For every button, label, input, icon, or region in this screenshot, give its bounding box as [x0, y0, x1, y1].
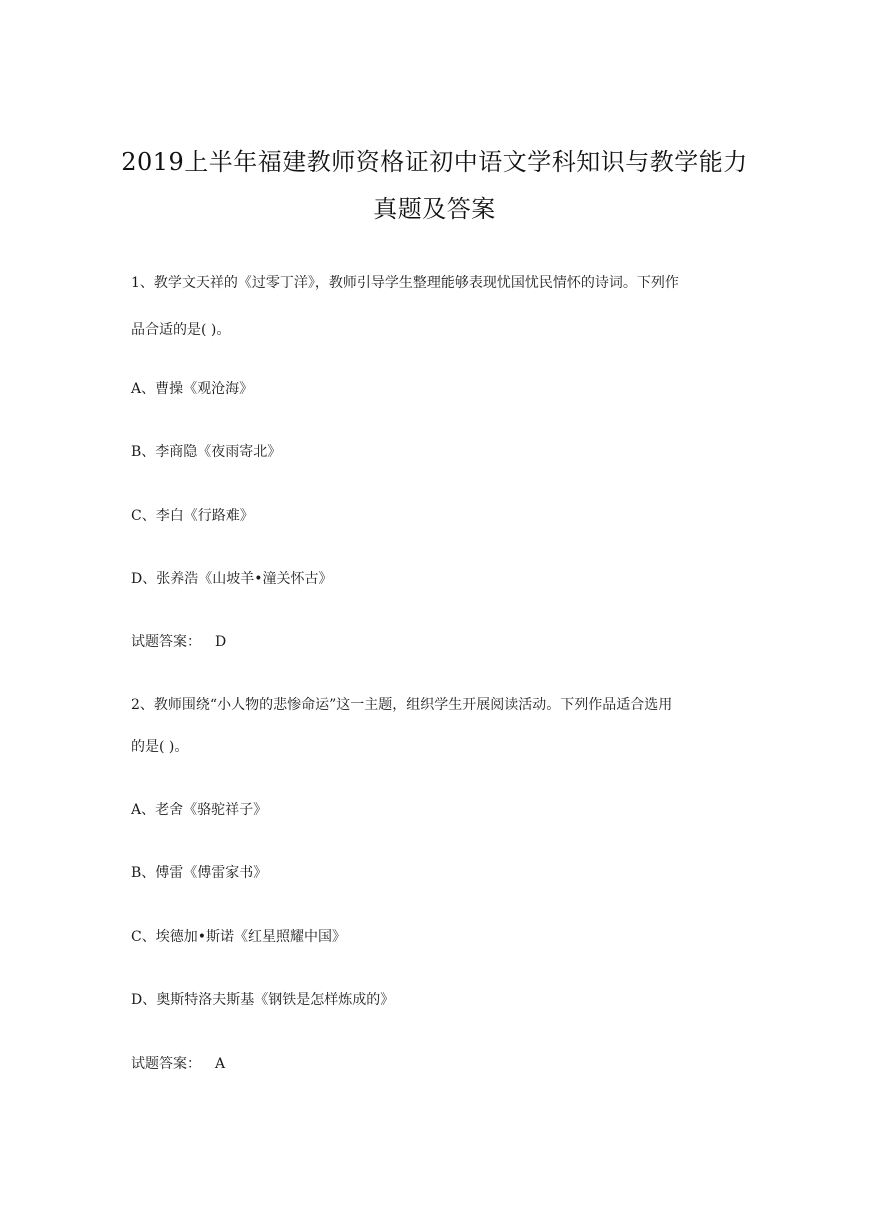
question-2-stem-line-1: 2、教师围绕“小人物的悲惨命运”这一主题，组织学生开展阅读活动。下列作品适合选用: [131, 697, 673, 713]
question-2-option-c: C、埃德加•斯诺《红星照耀中国》: [131, 929, 346, 945]
question-1-option-d: D、张养浩《山坡羊•潼关怀古》: [131, 571, 333, 587]
document-title-line-2: 真题及答案: [373, 195, 496, 223]
question-1-stem-line-2: 品合适的是( )。: [131, 322, 231, 338]
question-2-answer: [131, 1054, 751, 1074]
question-2-option-b: B、傅雷《傅雷家书》: [131, 865, 268, 881]
question-2-answer-value: A: [215, 1056, 226, 1072]
question-1-option-c: C、李白《行路难》: [131, 508, 254, 524]
question-1-option-a: A、曹操《观沧海》: [131, 381, 254, 397]
question-2-answer-label: 试题答案：: [131, 1056, 201, 1072]
question-2-option-a: A、老舍《骆驼祥子》: [131, 802, 268, 818]
document-title-line-1: 2019上半年福建教师资格证初中语文学科知识与教学能力: [121, 148, 748, 176]
question-1-stem-line-1: 1、教学文天祥的《过零丁洋》，教师引导学生整理能够表现忧国忧民情怀的诗词。下列作: [131, 275, 679, 291]
question-1-answer-value: D: [215, 634, 227, 650]
question-1-answer-label: 试题答案：: [131, 634, 201, 650]
question-1-answer: [131, 632, 751, 652]
question-2-option-d: D、奥斯特洛夫斯基《钢铁是怎样炼成的》: [131, 992, 395, 1008]
question-1-option-b: B、李商隐《夜雨寄北》: [131, 444, 282, 460]
question-2-stem-line-2: 的是( )。: [131, 739, 189, 755]
